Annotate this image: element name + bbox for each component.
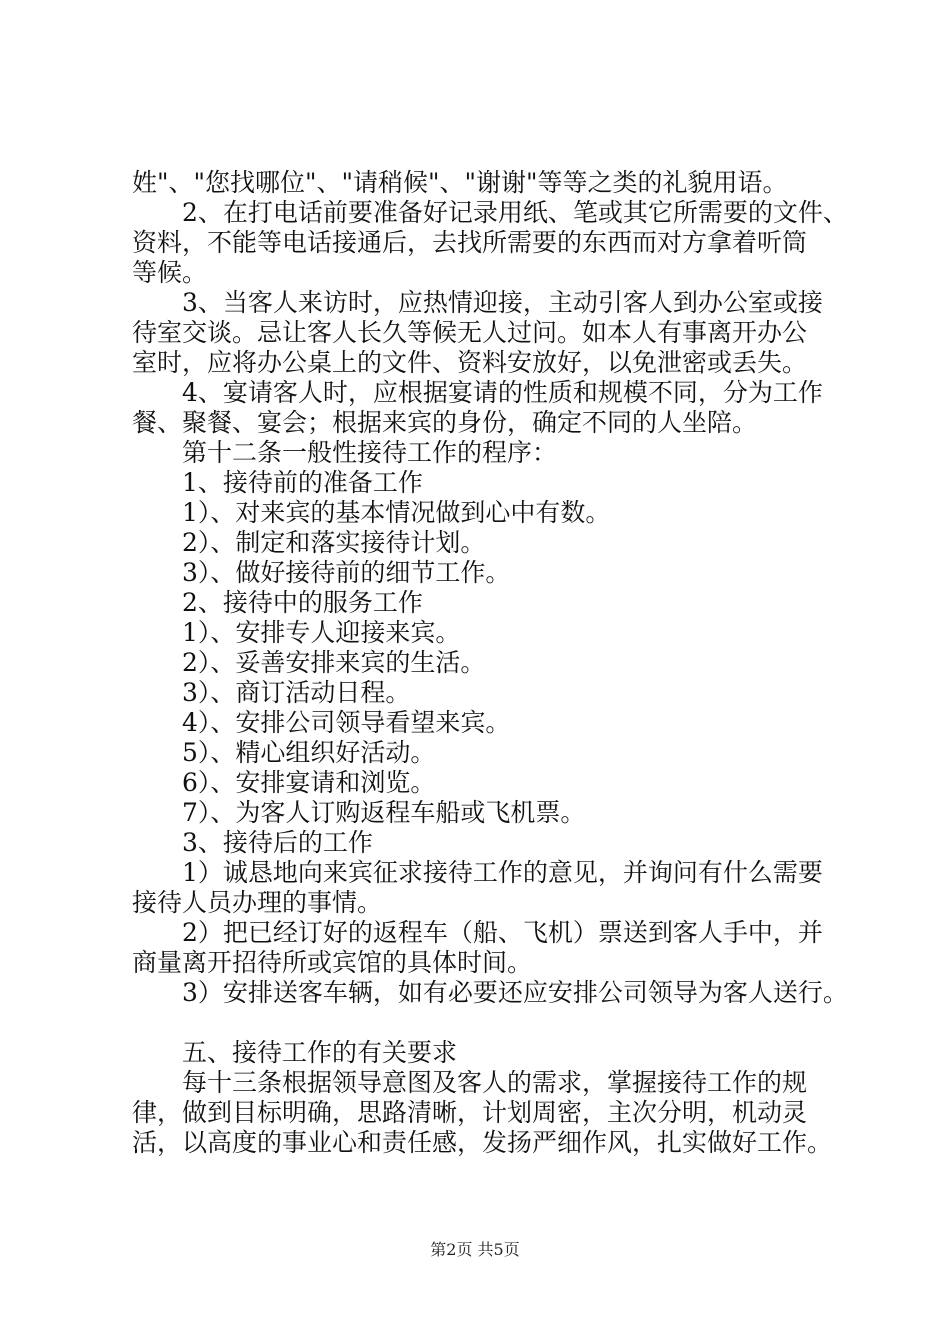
- text-line: 等候。: [132, 258, 208, 287]
- document-body: [132, 168, 848, 1158]
- text-line: 待室交谈。忌让客人长久等候无人过问。如本人有事离开办公: [132, 318, 808, 347]
- text-line: 1）、对来宾的基本情况做到心中有数。: [182, 498, 611, 527]
- page-footer: [0, 1240, 950, 1260]
- page-number: 第2页 共5页: [430, 1240, 520, 1259]
- text-line: 2、接待中的服务工作: [182, 588, 423, 617]
- text-line: 2）、制定和落实接待计划。: [182, 528, 486, 557]
- text-line: 3）、做好接待前的细节工作。: [182, 558, 511, 587]
- text-line: 7）、为客人订购返程车船或飞机票。: [182, 798, 586, 827]
- text-line: 3）、商订活动日程。: [182, 678, 411, 707]
- text-line: 1）诚恳地向来宾征求接待工作的意见，并询问有什么需要: [182, 858, 823, 887]
- text-line: 每十三条根据领导意图及客人的需求，掌握接待工作的规: [182, 1068, 808, 1097]
- text-line: 接待人员办理的事情。: [132, 888, 383, 917]
- text-line: 1）、安排专人迎接来宾。: [182, 618, 461, 647]
- text-line: 4、宴请客人时，应根据宴请的性质和规模不同，分为工作: [182, 378, 823, 407]
- text-line: 姓"、"您找哪位"、"请稍候"、"谢谢"等等之类的礼貌用语。: [132, 168, 788, 197]
- text-line: 2）、妥善安排来宾的生活。: [182, 648, 486, 677]
- text-line: 3、接待后的工作: [182, 828, 373, 857]
- text-line: 2）把已经订好的返程车（船、飞机）票送到客人手中，并: [182, 918, 823, 947]
- text-line: 餐、聚餐、宴会；根据来宾的身份，确定不同的人坐陪。: [132, 408, 758, 437]
- text-line: 3）安排送客车辆，如有必要还应安排公司领导为客人送行。: [182, 978, 848, 1007]
- text-line: 资料，不能等电话接通后，去找所需要的东西而对方拿着听筒: [132, 228, 808, 257]
- blank-line: [132, 1008, 840, 1038]
- text-line: 4）、安排公司领导看望来宾。: [182, 708, 511, 737]
- text-line: 3、当客人来访时，应热情迎接，主动引客人到办公室或接: [182, 288, 823, 317]
- text-line: 律，做到目标明确，思路清晰，计划周密，主次分明，机动灵: [132, 1098, 808, 1127]
- text-line: 商量离开招待所或宾馆的具体时间。: [132, 948, 533, 977]
- text-line: 活，以高度的事业心和责任感，发扬严细作风，扎实做好工作。: [132, 1128, 833, 1157]
- text-line: 5）、精心组织好活动。: [182, 738, 436, 767]
- text-line: 室时，应将办公桌上的文件、资料安放好，以免泄密或丢失。: [132, 348, 808, 377]
- text-line: 2、在打电话前要准备好记录用纸、笔或其它所需要的文件、: [182, 198, 848, 227]
- section-heading: 第十二条一般性接待工作的程序：: [182, 438, 558, 467]
- section-heading: 五、接待工作的有关要求: [182, 1038, 458, 1067]
- text-line: 6）、安排宴请和浏览。: [182, 768, 436, 797]
- text-line: 1、接待前的准备工作: [182, 468, 423, 497]
